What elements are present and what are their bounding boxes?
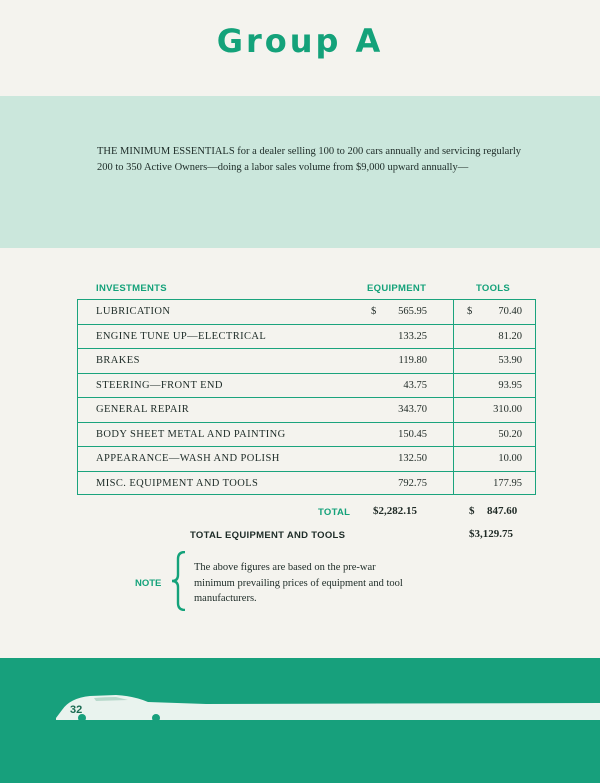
tools-currency: $ [467, 306, 473, 317]
row-divider [77, 446, 454, 447]
tools-value: 93.95 [498, 379, 522, 391]
tools-value: 177.95 [493, 477, 522, 489]
total-label: TOTAL [318, 507, 351, 518]
row-divider [77, 348, 454, 349]
car-silhouette-icon [56, 688, 600, 722]
row-label: LUBRICATION [96, 306, 171, 317]
investments-table [77, 299, 536, 495]
row-divider [454, 373, 536, 374]
equipment-value: 43.75 [403, 379, 427, 391]
tools-value: 81.20 [498, 330, 522, 342]
brace-icon [170, 551, 190, 611]
total-tools: 847.60 [487, 505, 518, 517]
table-row [77, 348, 536, 373]
row-divider [77, 471, 454, 472]
row-label: BRAKES [96, 355, 140, 366]
page-number: 32 [70, 704, 83, 716]
equipment-value: 119.80 [398, 355, 427, 366]
intro-text: THE MINIMUM ESSENTIALS for a dealer selling 100 to 200 cars annually and servicing regularly 200 to 350 Active Owners—doing a labor sales volume from $9,000 upward annually— [97, 146, 521, 173]
tools-value: 53.90 [498, 355, 522, 366]
total-equipment: $2,282.15 [373, 505, 417, 517]
equipment-value: 132.50 [398, 453, 427, 464]
tools-value: 310.00 [493, 404, 522, 415]
investments-header: INVESTMENTS [96, 283, 167, 294]
equipment-header: EQUIPMENT [367, 283, 427, 294]
row-divider [77, 397, 454, 398]
row-divider [454, 446, 536, 447]
row-divider [77, 373, 454, 374]
equipment-value: 343.70 [398, 404, 427, 415]
row-divider [454, 324, 536, 325]
row-divider [454, 422, 536, 423]
table-row [77, 422, 536, 447]
row-divider [454, 348, 536, 349]
equipment-value: 150.45 [398, 428, 427, 440]
table-row [77, 373, 536, 398]
table-row [77, 471, 536, 496]
row-label: MISC. EQUIPMENT AND TOOLS [96, 477, 259, 489]
equipment-currency: $ [371, 306, 377, 317]
row-divider [454, 397, 536, 398]
grand-total-value: $3,129.75 [469, 528, 513, 540]
equipment-value: 565.95 [398, 306, 427, 317]
row-divider [454, 471, 536, 472]
row-label: STEERING—FRONT END [96, 379, 223, 391]
tools-header: TOOLS [476, 283, 511, 294]
table-row [77, 299, 536, 324]
grand-total-label: TOTAL EQUIPMENT AND TOOLS [190, 530, 346, 541]
row-label: ENGINE TUNE UP—ELECTRICAL [96, 330, 267, 342]
note-label: NOTE [135, 578, 162, 589]
tools-value: 50.20 [498, 428, 522, 440]
table-row [77, 446, 536, 471]
tools-value: 10.00 [498, 453, 522, 464]
equipment-value: 792.75 [398, 477, 427, 489]
page-title: Group A [216, 22, 384, 60]
total-tools-currency: $ [469, 505, 475, 517]
table-row [77, 397, 536, 422]
table-row [77, 324, 536, 349]
note-text: The above figures are based on the pre-war minimum prevailing prices of equipment and tool manufacturers. [194, 562, 403, 604]
row-label: GENERAL REPAIR [96, 404, 190, 415]
equipment-value: 133.25 [398, 330, 427, 342]
row-label: BODY SHEET METAL AND PAINTING [96, 428, 286, 440]
row-label: APPEARANCE—WASH AND POLISH [96, 453, 280, 464]
row-divider [77, 422, 454, 423]
row-divider [77, 324, 454, 325]
tools-value: 70.40 [498, 306, 522, 317]
